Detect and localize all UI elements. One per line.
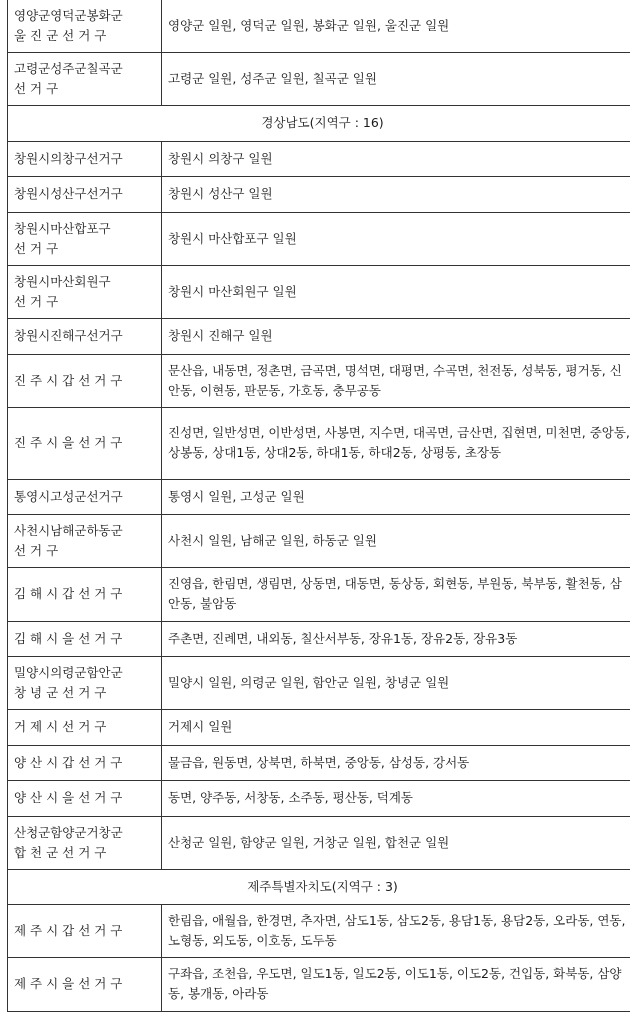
section-title: 경상남도(지역구 : 16) bbox=[8, 105, 630, 141]
district-name: 진 주 시 갑 선 거 구 bbox=[8, 354, 162, 407]
district-name-line1: 사천시남해군하동군 bbox=[14, 522, 123, 538]
district-name bbox=[8, 265, 162, 318]
district-row bbox=[8, 957, 630, 1011]
district-name: 통영시고성군선거구 bbox=[8, 479, 162, 514]
district-row bbox=[8, 407, 630, 479]
district-area: 주촌면, 진례면, 내외동, 칠산서부동, 장유1동, 장유2동, 장유3동 bbox=[162, 621, 630, 656]
district-row bbox=[8, 176, 630, 212]
district-area: 진성면, 일반성면, 이반성면, 사봉면, 지수면, 대곡면, 금산면, 집현면, 미천면, 중앙동, 상봉동, 상대1동, 상대2동, 하대1동, 하대2동, 상평동, 초장동 bbox=[162, 407, 630, 479]
district-row bbox=[8, 904, 630, 957]
district-area: 통영시 일원, 고성군 일원 bbox=[162, 479, 630, 514]
district-area: 물금읍, 원동면, 상북면, 하북면, 중앙동, 삼성동, 강서동 bbox=[162, 745, 630, 780]
district-area: 동면, 양주동, 서창동, 소주동, 평산동, 덕계동 bbox=[162, 780, 630, 816]
district-name bbox=[8, 212, 162, 265]
district-name: 양 산 시 을 선 거 구 bbox=[8, 780, 162, 816]
district-name-line2: 선 거 구 bbox=[14, 240, 59, 256]
district-area: 창원시 마산회원구 일원 bbox=[162, 265, 630, 318]
district-area: 창원시 의창구 일원 bbox=[162, 141, 630, 176]
district-name-line1: 밀양시의령군함안군 bbox=[14, 664, 123, 680]
district-area: 사천시 일원, 남해군 일원, 하동군 일원 bbox=[162, 514, 630, 567]
district-area: 산청군 일원, 함양군 일원, 거창군 일원, 합천군 일원 bbox=[162, 816, 630, 869]
district-area: 고령군 일원, 성주군 일원, 칠곡군 일원 bbox=[162, 52, 630, 105]
district-table bbox=[7, 0, 630, 1012]
district-area: 창원시 진해구 일원 bbox=[162, 318, 630, 354]
district-name: 진 주 시 을 선 거 구 bbox=[8, 407, 162, 479]
district-name: 제 주 시 을 선 거 구 bbox=[8, 957, 162, 1011]
district-name-line1: 창원시마산회원구 bbox=[14, 273, 111, 289]
district-row bbox=[8, 479, 630, 514]
district-name: 제 주 시 갑 선 거 구 bbox=[8, 904, 162, 957]
district-name-line1: 창원시마산합포구 bbox=[14, 220, 111, 236]
section-title: 제주특별자치도(지역구 : 3) bbox=[8, 869, 630, 904]
district-row bbox=[8, 514, 630, 567]
district-name-line2: 선 거 구 bbox=[14, 80, 59, 96]
district-name-line2: 선 거 구 bbox=[14, 293, 59, 309]
district-name: 김 해 시 을 선 거 구 bbox=[8, 621, 162, 656]
district-row bbox=[8, 709, 630, 745]
district-row bbox=[8, 212, 630, 265]
district-name-line1: 영양군영덕군봉화군 bbox=[14, 7, 123, 23]
district-name: 거 제 시 선 거 구 bbox=[8, 709, 162, 745]
district-area: 창원시 성산구 일원 bbox=[162, 176, 630, 212]
district-name-line1: 산청군함양군거창군 bbox=[14, 824, 123, 840]
district-table-body bbox=[8, 0, 630, 1011]
district-area: 창원시 마산합포구 일원 bbox=[162, 212, 630, 265]
district-row bbox=[8, 265, 630, 318]
district-area: 구좌읍, 조천읍, 우도면, 일도1동, 일도2동, 이도1동, 이도2동, 건입동, 화북동, 삼양동, 봉개동, 아라동 bbox=[162, 957, 630, 1011]
district-row bbox=[8, 621, 630, 656]
district-row bbox=[8, 780, 630, 816]
district-name-line2: 창 녕 군 선 거 구 bbox=[14, 684, 107, 700]
district-name: 창원시성산구선거구 bbox=[8, 176, 162, 212]
district-name: 창원시의창구선거구 bbox=[8, 141, 162, 176]
district-name-line1: 고령군성주군칠곡군 bbox=[14, 60, 123, 76]
district-area: 진영읍, 한림면, 생림면, 상동면, 대동면, 동상동, 회현동, 부원동, 북부동, 활천동, 삼안동, 불암동 bbox=[162, 567, 630, 621]
district-area: 한림읍, 애월읍, 한경면, 추자면, 삼도1동, 삼도2동, 용담1동, 용담2동, 오라동, 연동, 노형동, 외도동, 이호동, 도두동 bbox=[162, 904, 630, 957]
section-header-row bbox=[8, 869, 630, 904]
district-name bbox=[8, 0, 162, 52]
district-name: 김 해 시 갑 선 거 구 bbox=[8, 567, 162, 621]
district-row bbox=[8, 816, 630, 869]
district-row bbox=[8, 0, 630, 52]
district-area: 거제시 일원 bbox=[162, 709, 630, 745]
district-row bbox=[8, 318, 630, 354]
district-name-line2: 합 천 군 선 거 구 bbox=[14, 844, 107, 860]
district-row bbox=[8, 656, 630, 709]
district-name bbox=[8, 816, 162, 869]
section-header-row bbox=[8, 105, 630, 141]
district-area: 영양군 일원, 영덕군 일원, 봉화군 일원, 울진군 일원 bbox=[162, 0, 630, 52]
district-row bbox=[8, 745, 630, 780]
district-row bbox=[8, 52, 630, 105]
district-name: 창원시진해구선거구 bbox=[8, 318, 162, 354]
district-name bbox=[8, 514, 162, 567]
district-name bbox=[8, 656, 162, 709]
district-name-line2: 울 진 군 선 거 구 bbox=[14, 27, 107, 43]
district-row bbox=[8, 354, 630, 407]
district-area: 문산읍, 내동면, 정촌면, 금곡면, 명석면, 대평면, 수곡면, 천전동, 성북동, 평거동, 신안동, 이현동, 판문동, 가호동, 충무공동 bbox=[162, 354, 630, 407]
district-name bbox=[8, 52, 162, 105]
district-name-line2: 선 거 구 bbox=[14, 542, 59, 558]
district-row bbox=[8, 141, 630, 176]
district-area: 밀양시 일원, 의령군 일원, 함안군 일원, 창녕군 일원 bbox=[162, 656, 630, 709]
district-row bbox=[8, 567, 630, 621]
district-name: 양 산 시 갑 선 거 구 bbox=[8, 745, 162, 780]
